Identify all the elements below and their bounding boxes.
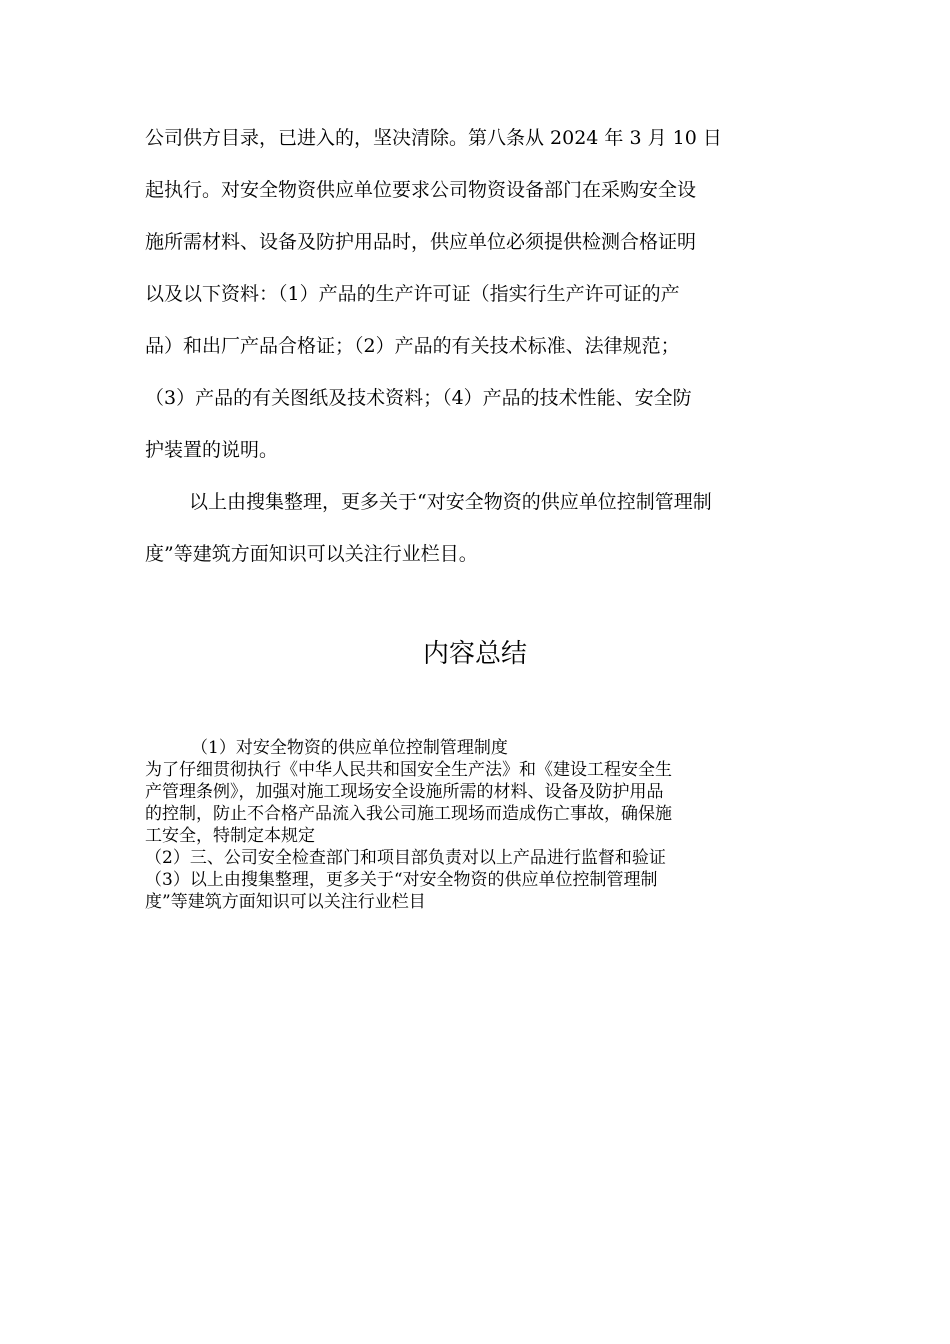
summary-line: （3）以上由搜集整理，更多关于“对安全物资的供应单位控制管理制 [145,870,658,890]
paragraph-line: （3）产品的有关图纸及技术资料；（4）产品的技术性能、安全防 [145,387,692,409]
summary-line: 工安全，特制定本规定 [145,826,315,846]
summary-line: （2）三、公司安全检查部门和项目部负责对以上产品进行监督和验证 [145,848,666,868]
summary-line: 的控制，防止不合格产品流入我公司施工现场而造成伤亡事故，确保施 [145,804,672,824]
summary-line: 度”等建筑方面知识可以关注行业栏目 [145,892,426,912]
paragraph-line: 以及以下资料：（1）产品的生产许可证（指实行生产许可证的产 [145,283,680,305]
paragraph-line: 以上由搜集整理，更多关于“对安全物资的供应单位控制管理制 [189,491,712,513]
summary-line: 产管理条例》，加强对施工现场安全设施所需的材料、设备及防护用品 [145,782,664,802]
summary-text [145,737,805,913]
summary-heading: 内容总结 [422,639,527,669]
paragraph-line: 施所需材料、设备及防护用品时，供应单位必须提供检测合格证明 [145,231,697,253]
paragraph-line: 护装置的说明。 [145,439,279,461]
paragraph-line: 公司供方目录，已进入的，坚决清除。第八条从 2024 年 3 月 10 日 [145,127,722,149]
paragraph-line: 度”等建筑方面知识可以关注行业栏目。 [145,543,478,565]
paragraph-line: 起执行。对安全物资供应单位要求公司物资设备部门在采购安全设 [145,179,697,201]
summary-line: 为了仔细贯彻执行《中华人民共和国安全生产法》和《建设工程安全生 [145,760,672,780]
body-text [145,112,807,580]
paragraph-line: 品）和出厂产品合格证；（2）产品的有关技术标准、法律规范； [145,335,680,357]
summary-line: （1）对安全物资的供应单位控制管理制度 [191,738,508,758]
